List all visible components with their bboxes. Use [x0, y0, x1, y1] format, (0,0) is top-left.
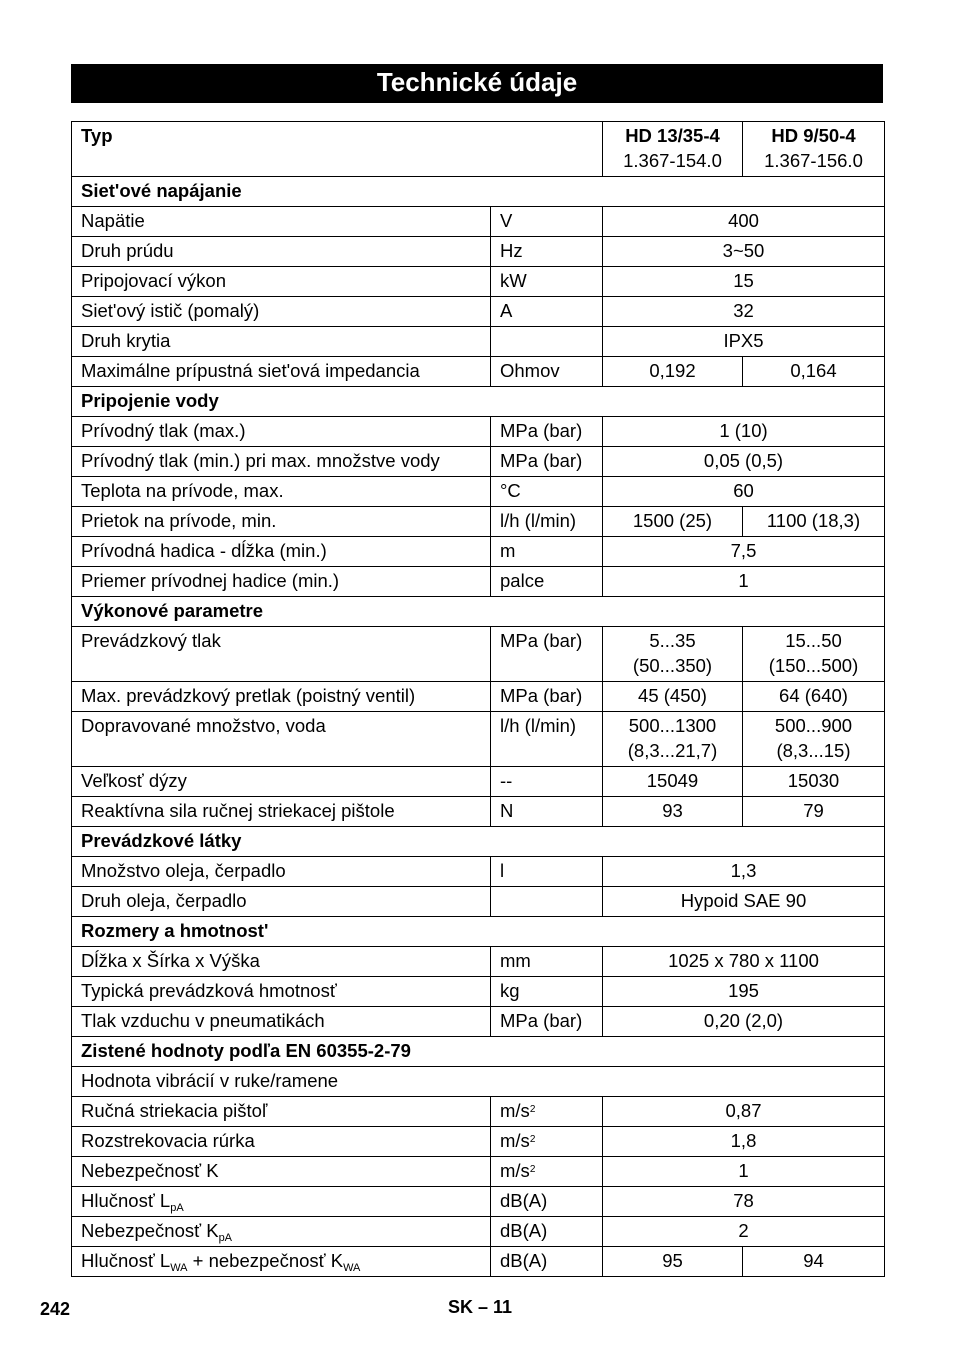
row-unit	[491, 887, 603, 917]
label-subscript: pA	[218, 1232, 233, 1244]
table-row	[72, 1217, 885, 1247]
row-label: Typická prevádzková hmotnosť	[72, 977, 491, 1007]
row-label: Rozstrekovacia rúrka	[72, 1127, 491, 1157]
row-unit	[491, 1157, 603, 1187]
section-row	[72, 827, 885, 857]
row-value: 0,05 (0,5)	[603, 447, 885, 477]
row-value: 60	[603, 477, 885, 507]
page-title: Technické údaje	[71, 64, 883, 103]
page-number: 242	[40, 1299, 71, 1319]
row-value: Hypoid SAE 90	[603, 887, 885, 917]
model-column-header	[603, 122, 743, 177]
row-value: 7,5	[603, 537, 885, 567]
table-row	[72, 627, 885, 682]
table-row	[72, 237, 885, 267]
subsection-row	[72, 1067, 885, 1097]
value-line: (50...350)	[632, 654, 713, 676]
row-value-model-2	[743, 627, 885, 682]
section-row	[72, 1037, 885, 1067]
row-value-model-1: 15049	[603, 767, 743, 797]
technical-data-table	[71, 121, 885, 1277]
row-label: Teplota na prívode, max.	[72, 477, 491, 507]
subsection-title: Hodnota vibrácií v ruke/ramene	[72, 1067, 885, 1097]
row-unit: MPa (bar)	[491, 447, 603, 477]
label-subscript: WA	[343, 1262, 361, 1274]
row-label: Nebezpečnosť K	[72, 1157, 491, 1187]
value-line: 5...35	[649, 630, 696, 651]
row-label: Prívodný tlak (max.)	[72, 417, 491, 447]
row-unit: mm	[491, 947, 603, 977]
row-unit: dB(A)	[491, 1247, 603, 1277]
table-row	[72, 887, 885, 917]
row-value: 1	[603, 567, 885, 597]
row-label: Maximálne prípustná siet'ová impedancia	[72, 357, 491, 387]
row-label: Napätie	[72, 207, 491, 237]
section-row	[72, 177, 885, 207]
row-label: Ručná striekacia pištoľ	[72, 1097, 491, 1127]
table-row	[72, 1097, 885, 1127]
row-unit: A	[491, 297, 603, 327]
row-label: Prívodný tlak (min.) pri max. množstve vody	[72, 447, 491, 477]
table-row	[72, 1187, 885, 1217]
row-label	[72, 1187, 491, 1217]
label-text: Nebezpečnosť K	[81, 1220, 219, 1241]
table-row	[72, 327, 885, 357]
row-value-model-1: 93	[603, 797, 743, 827]
table-row	[72, 417, 885, 447]
row-label	[72, 1247, 491, 1277]
row-label: Pripojovací výkon	[72, 267, 491, 297]
section-title: Rozmery a hmotnost'	[72, 917, 885, 947]
table-header-row	[72, 122, 885, 177]
row-value-model-1	[603, 627, 743, 682]
row-label	[72, 1217, 491, 1247]
section-title: Siet'ové napájanie	[72, 177, 885, 207]
value-line: (8,3...21,7)	[627, 739, 718, 761]
unit-exponent: 2	[529, 1164, 536, 1175]
unit-exponent: 2	[529, 1134, 536, 1145]
row-unit: MPa (bar)	[491, 627, 603, 682]
unit-text: m/s	[500, 1100, 530, 1121]
row-label: Reaktívna sila ručnej striekacej pištole	[72, 797, 491, 827]
row-label: Množstvo oleja, čerpadlo	[72, 857, 491, 887]
row-value: 3~50	[603, 237, 885, 267]
section-row	[72, 597, 885, 627]
row-value-model-2: 15030	[743, 767, 885, 797]
row-unit: MPa (bar)	[491, 682, 603, 712]
table-row	[72, 1127, 885, 1157]
row-label: Prevádzkový tlak	[72, 627, 491, 682]
label-text: Hlučnosť L	[81, 1190, 171, 1211]
model-name: HD 9/50-4	[771, 125, 856, 146]
row-unit	[491, 1097, 603, 1127]
unit-exponent: 2	[529, 1104, 536, 1115]
row-unit: dB(A)	[491, 1187, 603, 1217]
label-subscript: pA	[170, 1202, 184, 1214]
row-label: Dĺžka x Šírka x Výška	[72, 947, 491, 977]
value-line: 500...900	[774, 715, 853, 736]
row-value: 1	[603, 1157, 885, 1187]
row-unit: palce	[491, 567, 603, 597]
row-unit: l/h (l/min)	[491, 712, 603, 767]
row-unit: N	[491, 797, 603, 827]
section-title: Zistené hodnoty podľa EN 60355-2-79	[72, 1037, 885, 1067]
row-value-model-2: 64 (640)	[743, 682, 885, 712]
row-unit: kg	[491, 977, 603, 1007]
table-row	[72, 447, 885, 477]
table-row	[72, 797, 885, 827]
table-row	[72, 1247, 885, 1277]
section-title: Pripojenie vody	[72, 387, 885, 417]
row-value: IPX5	[603, 327, 885, 357]
row-label: Prívodná hadica - dĺžka (min.)	[72, 537, 491, 567]
model-name: HD 13/35-4	[625, 125, 720, 146]
row-unit: l/h (l/min)	[491, 507, 603, 537]
row-value-model-1	[603, 712, 743, 767]
table-row	[72, 267, 885, 297]
row-value: 2	[603, 1217, 885, 1247]
row-value: 1025 x 780 x 1100	[603, 947, 885, 977]
row-value-model-2	[743, 712, 885, 767]
label-text: Hlučnosť L	[81, 1250, 171, 1271]
row-value-model-2: 94	[743, 1247, 885, 1277]
type-label: Typ	[72, 122, 603, 177]
value-line: 500...1300	[628, 715, 717, 736]
table-row	[72, 567, 885, 597]
row-label: Siet'ový istič (pomalý)	[72, 297, 491, 327]
table-row	[72, 767, 885, 797]
row-label: Dopravované množstvo, voda	[72, 712, 491, 767]
row-value: 195	[603, 977, 885, 1007]
table-row	[72, 682, 885, 712]
row-value: 1,8	[603, 1127, 885, 1157]
section-title: Výkonové parametre	[72, 597, 885, 627]
row-value-model-1: 1500 (25)	[603, 507, 743, 537]
row-unit: Ohmov	[491, 357, 603, 387]
value-line: (8,3...15)	[776, 739, 851, 761]
row-label: Max. prevádzkový pretlak (poistný ventil)	[72, 682, 491, 712]
table-row	[72, 207, 885, 237]
row-unit: Hz	[491, 237, 603, 267]
row-value: 1 (10)	[603, 417, 885, 447]
row-value-model-2: 1100 (18,3)	[743, 507, 885, 537]
section-row	[72, 917, 885, 947]
row-value: 1,3	[603, 857, 885, 887]
row-value: 32	[603, 297, 885, 327]
label-subscript: WA	[170, 1262, 188, 1274]
model-column-header	[743, 122, 885, 177]
row-label: Veľkosť dýzy	[72, 767, 491, 797]
table-row	[72, 297, 885, 327]
row-unit	[491, 1127, 603, 1157]
row-unit: MPa (bar)	[491, 417, 603, 447]
row-value-model-2: 0,164	[743, 357, 885, 387]
row-label: Druh krytia	[72, 327, 491, 357]
row-label: Tlak vzduchu v pneumatikách	[72, 1007, 491, 1037]
table-row	[72, 977, 885, 1007]
row-value: 400	[603, 207, 885, 237]
row-value: 78	[603, 1187, 885, 1217]
row-value-model-1: 95	[603, 1247, 743, 1277]
row-unit: kW	[491, 267, 603, 297]
language-page-label: SK – 11	[448, 1297, 513, 1317]
unit-text: m/s	[500, 1160, 530, 1181]
unit-text: m/s	[500, 1130, 530, 1151]
row-value: 15	[603, 267, 885, 297]
row-unit: °C	[491, 477, 603, 507]
label-text: + nebezpečnosť K	[187, 1250, 344, 1271]
table-row	[72, 712, 885, 767]
row-value-model-1: 45 (450)	[603, 682, 743, 712]
table-row	[72, 477, 885, 507]
row-unit: --	[491, 767, 603, 797]
row-unit: m	[491, 537, 603, 567]
model-code: 1.367-154.0	[623, 149, 722, 171]
row-unit: V	[491, 207, 603, 237]
table-row	[72, 947, 885, 977]
table-row	[72, 357, 885, 387]
row-value-model-1: 0,192	[603, 357, 743, 387]
row-label: Prietok na prívode, min.	[72, 507, 491, 537]
table-row	[72, 1157, 885, 1187]
row-label: Priemer prívodnej hadice (min.)	[72, 567, 491, 597]
row-unit: l	[491, 857, 603, 887]
row-unit: MPa (bar)	[491, 1007, 603, 1037]
row-label: Druh oleja, čerpadlo	[72, 887, 491, 917]
value-line: (150...500)	[768, 654, 859, 676]
row-value-model-2: 79	[743, 797, 885, 827]
model-code: 1.367-156.0	[764, 149, 863, 171]
section-title: Prevádzkové látky	[72, 827, 885, 857]
value-line: 15...50	[785, 630, 842, 651]
section-row	[72, 387, 885, 417]
row-unit	[491, 327, 603, 357]
table-row	[72, 537, 885, 567]
row-label: Druh prúdu	[72, 237, 491, 267]
table-row	[72, 857, 885, 887]
table-row	[72, 507, 885, 537]
table-row	[72, 1007, 885, 1037]
row-unit: dB(A)	[491, 1217, 603, 1247]
row-value: 0,20 (2,0)	[603, 1007, 885, 1037]
row-value: 0,87	[603, 1097, 885, 1127]
